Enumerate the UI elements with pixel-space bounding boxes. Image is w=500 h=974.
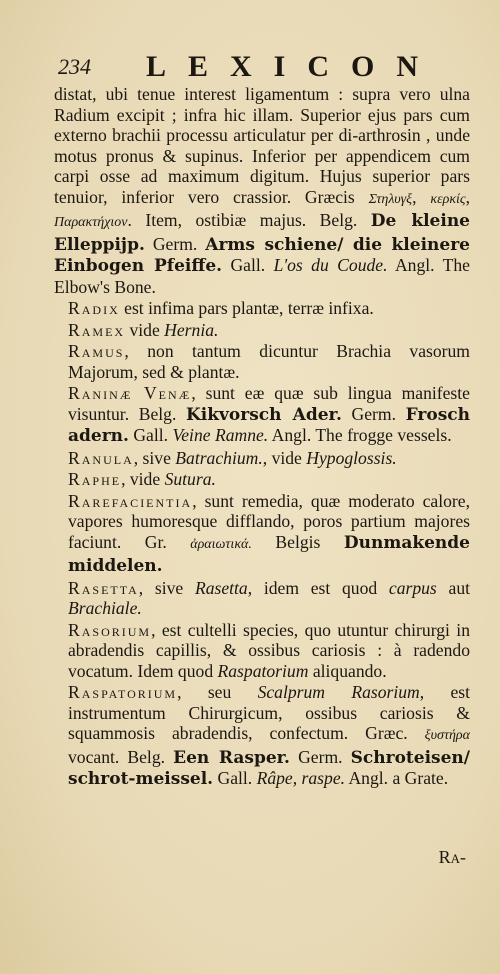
entry-text: Veine Ramne. — [172, 425, 269, 445]
entry-text: , est instrumentum Chirurgicum, ossibus cariosis & squammosis abradendis, confectum. Græc. — [68, 682, 470, 743]
entry-headword: Raphe — [68, 469, 122, 489]
entry-text: Germ. — [144, 233, 206, 254]
entry-text: Παρακτήχιον — [54, 215, 128, 230]
lexicon-entry — [54, 620, 470, 682]
catchword: Ra- — [438, 847, 466, 867]
lexicon-entry — [54, 448, 470, 469]
entry-text: , est cultelli species, quo utuntur chirurgi in abradendis capillis, & ossibus cariosis : à radendo vocatum. Idem quod — [68, 619, 470, 681]
entry-headword: Rasorium — [68, 619, 152, 640]
entry-text: , sive — [133, 447, 176, 468]
entry-text: Germ. — [289, 746, 351, 767]
entry-text: Gall. — [213, 768, 257, 788]
entry-text: Hernia. — [164, 319, 219, 340]
lexicon-entry — [54, 341, 470, 382]
lexicon-entry — [54, 383, 470, 447]
running-title: LEXICON — [146, 50, 441, 83]
entry-text: , — [412, 186, 431, 207]
lexicon-entry — [54, 469, 470, 490]
entry-text: , vide — [121, 469, 165, 489]
entry-text: , seu — [177, 682, 258, 702]
entry-text: De kleine Elleppijp. — [54, 211, 471, 255]
entry-text: Batrachium. — [175, 447, 263, 468]
entry-text: vide — [125, 319, 165, 340]
entry-text: vocant. Belg. — [68, 746, 174, 767]
lexicon-entries — [54, 84, 470, 790]
entry-headword: Raninæ Venæ — [68, 383, 192, 403]
entry-text: , vide — [262, 447, 307, 468]
entry-text: , sive — [138, 577, 195, 598]
entry-text: Angl. a Grate. — [345, 768, 449, 788]
entry-text: Frosch adern. — [68, 404, 470, 446]
entry-text: , idem est quod — [247, 577, 389, 598]
entry-text: Angl. The Elbow's Bone. — [54, 255, 470, 297]
entry-text: aut — [436, 577, 470, 598]
entry-text: Belgis — [251, 531, 344, 552]
entry-text: est infima pars plantæ, terræ infixa. — [119, 298, 374, 318]
entry-headword: Raspatorium — [68, 682, 178, 702]
lexicon-entry — [54, 578, 470, 619]
entry-text: Arms schiene/ die kleinere Einbogen Pfeiffe. — [54, 234, 470, 276]
lexicon-entry — [54, 491, 470, 577]
entry-headword: Ramex — [68, 319, 126, 340]
entry-headword: Ramus — [68, 341, 125, 361]
entry-text: Kikvorsch Ader. — [186, 404, 342, 425]
entry-text: κερκίς — [430, 191, 466, 207]
lexicon-entry — [54, 682, 470, 790]
entry-text: aliquando. — [308, 660, 387, 681]
entry-text: Sutura. — [164, 469, 216, 489]
lexicon-entry — [54, 320, 470, 341]
entry-text: carpus — [388, 577, 437, 598]
entry-text: Een Rasper. — [173, 747, 290, 768]
entry-text: Germ. — [341, 403, 406, 424]
entry-text: , non tantum dicuntur Brachia vasorum Majorum, sed & plantæ. — [68, 341, 470, 382]
lexicon-entry — [54, 298, 470, 319]
entry-headword: Radix — [68, 298, 120, 318]
entry-headword: Rarefacientia — [68, 490, 193, 511]
entry-text: Hypoglossis. — [306, 447, 397, 468]
entry-text: Scalprum Rasorium — [257, 682, 420, 702]
entry-text: ξυστήρα — [424, 728, 470, 743]
page-header — [58, 50, 458, 84]
entry-text: L'os du Coude. — [273, 255, 388, 275]
entry-headword: Rasetta — [68, 577, 139, 598]
page-number: 234 — [58, 54, 91, 79]
entry-text: , sunt eæ quæ sub lingua manifeste visuntur. Belg. — [68, 383, 470, 424]
entry-text: , — [465, 186, 471, 207]
entry-text: Dunmakende middelen. — [68, 532, 470, 576]
entry-text: Gall. — [222, 255, 274, 275]
entry-text: . Item, ostibiæ majus. Belg. — [127, 210, 371, 230]
entry-text: Rasetta — [194, 577, 248, 598]
entry-text: Schroteisen/ schrot-meissel. — [68, 747, 470, 789]
entry-text: distat, ubi tenue interest ligamentum : supra vero ulna Radium excipit ; infra hic illam. Superior ejus pars cum externo brachii processu articulatur per di-arthrosin , unde motus pronus & supinus. Inferior per appendicem cum carpi osse ad maximum digitum. Hujus superior pars tenuior, inferior vero crassior. Græcis — [54, 84, 470, 207]
entry-text: , sunt remedia, quæ moderato calore, vapores humoresque difflando, poros partium majores faciunt. Gr. — [68, 490, 470, 552]
entry-text: Râpe, raspe. — [256, 768, 346, 788]
entry-text: Raspatorium — [217, 660, 309, 681]
entry-text: Στηλυγξ — [368, 191, 413, 207]
entry-headword: Ranula — [68, 447, 134, 468]
entry-text: Brachiale. — [68, 598, 142, 618]
entry-text: Angl. The frogge vessels. — [268, 425, 452, 445]
entry-text: ἀραιωτικά. — [190, 536, 252, 552]
lexicon-entry — [54, 84, 470, 297]
entry-text: Gall. — [128, 425, 173, 445]
